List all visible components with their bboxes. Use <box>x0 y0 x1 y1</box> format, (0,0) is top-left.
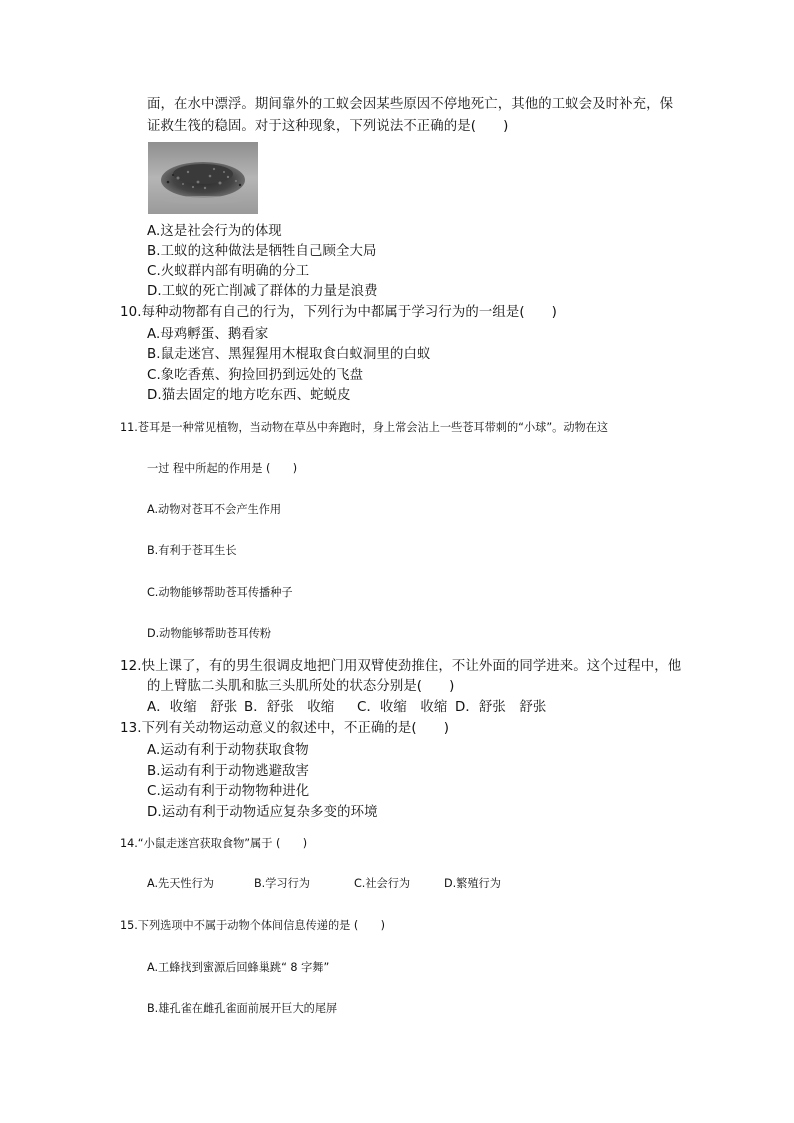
q10-option-d: D.猫去固定的地方吃东西、蛇蜕皮 <box>147 388 351 403</box>
q10-option-a: A.母鸡孵蛋、鹅看家 <box>147 327 269 342</box>
q13-option-d: D.运动有利于动物适应复杂多变的环境 <box>147 805 378 820</box>
q10-option-c: C.象吃香蕉、狗捡回扔到远处的飞盘 <box>147 368 364 383</box>
q13-option-b: B.运动有利于动物逃避敌害 <box>147 764 310 779</box>
q12-options-row <box>147 701 546 714</box>
q15-stem: 15.下列选项中不属于动物个体间信息传递的是 ( ) <box>120 919 386 932</box>
q12-option-a: A．收缩 舒张 <box>147 700 238 715</box>
q12-option-d: D．舒张 舒张 <box>455 700 547 715</box>
q14-option-c: C.社会行为 <box>354 877 411 890</box>
q11-stem-line2: 一过 程中所起的作用是 ( ) <box>147 462 298 475</box>
q11-option-d: D.动物能够帮助苍耳传粉 <box>147 627 272 640</box>
q11-stem-line1: 11.苍耳是一种常见植物，当动物在草丛中奔跑时，身上常会沾上一些苍耳带刺的“小球”。动物在这 <box>120 421 609 434</box>
q11-option-c: C.动物能够帮助苍耳传播种子 <box>147 586 293 599</box>
q12-stem-line2: 的上臂肱二头肌和肱三头肌所处的状态分别是( ) <box>147 679 455 694</box>
q9-stem-line2: 证救生筏的稳固。对于这种现象，下列说法不正确的是( ) <box>147 119 509 134</box>
q9-option-c: C.火蚁群内部有明确的分工 <box>147 264 310 279</box>
q14-option-d: D.繁殖行为 <box>444 877 501 890</box>
q9-option-d: D.工蚁的死亡削减了群体的力量是浪费 <box>147 284 378 299</box>
q14-option-a: A.先天性行为 <box>147 877 214 890</box>
q14-options-row <box>147 878 501 889</box>
fire-ant-raft-photo <box>148 142 258 214</box>
q12-stem-line1: 12.快上课了，有的男生很调皮地把门用双臂使劲推住，不让外面的同学进来。这个过程中，他 <box>120 659 682 674</box>
q14-option-b: B.学习行为 <box>254 877 310 890</box>
q11-option-b: B.有利于苍耳生长 <box>147 544 237 557</box>
q9-stem-line1: 面，在水中漂浮。期间靠外的工蚁会因某些原因不停地死亡，其他的工蚁会及时补充，保 <box>147 97 674 112</box>
q9-option-a: A.这是社会行为的体现 <box>147 224 282 239</box>
q12-option-b: B．舒张 收缩 <box>244 700 335 715</box>
q13-option-a: A.运动有利于动物获取食物 <box>147 743 309 758</box>
q9-option-b: B.工蚁的这种做法是牺牲自己顾全大局 <box>147 244 377 259</box>
q12-option-c: C．收缩 收缩 <box>357 700 448 715</box>
q15-option-a: A.工蜂找到蜜源后回蜂巢跳“ 8 字舞” <box>147 961 330 974</box>
q15-option-b: B.雄孔雀在雌孔雀面前展开巨大的尾屏 <box>147 1002 338 1015</box>
ant-raft-image-icon <box>148 142 258 214</box>
q14-stem: 14.“小鼠走迷宫获取食物”属于 ( ) <box>120 837 308 850</box>
q10-option-b: B.鼠走迷宫、黑猩猩用木棍取食白蚁洞里的白蚁 <box>147 347 431 362</box>
q13-stem: 13.下列有关动物运动意义的叙述中，不正确的是( ) <box>120 721 450 736</box>
q10-stem: 10.每种动物都有自己的行为，下列行为中都属于学习行为的一组是( ) <box>120 305 557 320</box>
q11-option-a: A.动物对苍耳不会产生作用 <box>147 503 282 516</box>
q13-option-c: C.运动有利于动物物种进化 <box>147 784 310 799</box>
